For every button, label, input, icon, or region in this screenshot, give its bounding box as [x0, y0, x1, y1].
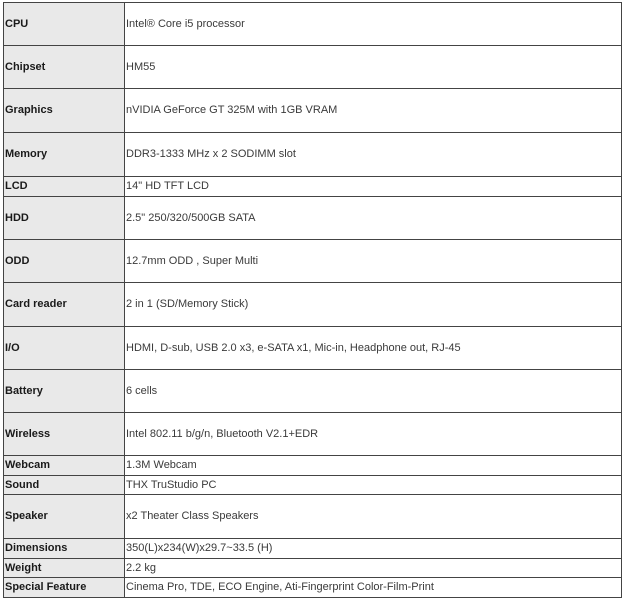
spec-value: HM55	[125, 46, 622, 89]
spec-label: Sound	[4, 476, 125, 495]
spec-value: DDR3-1333 MHz x 2 SODIMM slot	[125, 133, 622, 177]
spec-value: 6 cells	[125, 370, 622, 413]
spec-row-cpu	[4, 3, 622, 46]
spec-label: Webcam	[4, 456, 125, 476]
spec-row-webcam	[4, 456, 622, 476]
spec-label: LCD	[4, 177, 125, 197]
spec-row-memory	[4, 133, 622, 177]
spec-label: Graphics	[4, 89, 125, 133]
spec-table	[3, 2, 622, 598]
spec-label: Battery	[4, 370, 125, 413]
spec-value: 14" HD TFT LCD	[125, 177, 622, 197]
spec-row-io	[4, 327, 622, 370]
spec-row-card-reader	[4, 283, 622, 327]
spec-label: CPU	[4, 3, 125, 46]
spec-row-sound	[4, 476, 622, 495]
spec-value: Intel 802.11 b/g/n, Bluetooth V2.1+EDR	[125, 413, 622, 456]
spec-value: 350(L)x234(W)x29.7~33.5 (H)	[125, 539, 622, 559]
spec-label: Special Feature	[4, 578, 125, 598]
spec-label: ODD	[4, 240, 125, 283]
spec-value: 1.3M Webcam	[125, 456, 622, 476]
spec-value: 2.5" 250/320/500GB SATA	[125, 197, 622, 240]
spec-value: HDMI, D-sub, USB 2.0 x3, e-SATA x1, Mic-in, Headphone out, RJ-45	[125, 327, 622, 370]
spec-label: Dimensions	[4, 539, 125, 559]
spec-label: I/O	[4, 327, 125, 370]
spec-value: THX TruStudio PC	[125, 476, 622, 495]
spec-value: nVIDIA GeForce GT 325M with 1GB VRAM	[125, 89, 622, 133]
spec-label: HDD	[4, 197, 125, 240]
spec-label: Chipset	[4, 46, 125, 89]
spec-row-odd	[4, 240, 622, 283]
spec-row-hdd	[4, 197, 622, 240]
spec-row-speaker	[4, 495, 622, 539]
spec-label: Wireless	[4, 413, 125, 456]
spec-value: 2.2 kg	[125, 559, 622, 578]
spec-value: Cinema Pro, TDE, ECO Engine, Ati-Fingerprint Color-Film-Print	[125, 578, 622, 598]
spec-row-lcd	[4, 177, 622, 197]
spec-value: 2 in 1 (SD/Memory Stick)	[125, 283, 622, 327]
spec-label: Weight	[4, 559, 125, 578]
spec-row-weight	[4, 559, 622, 578]
spec-row-dimensions	[4, 539, 622, 559]
spec-label: Speaker	[4, 495, 125, 539]
spec-value: Intel® Core i5 processor	[125, 3, 622, 46]
spec-row-wireless	[4, 413, 622, 456]
spec-row-special-feature	[4, 578, 622, 598]
spec-row-chipset	[4, 46, 622, 89]
spec-value: 12.7mm ODD , Super Multi	[125, 240, 622, 283]
spec-row-graphics	[4, 89, 622, 133]
spec-row-battery	[4, 370, 622, 413]
spec-label: Memory	[4, 133, 125, 177]
spec-label: Card reader	[4, 283, 125, 327]
spec-value: x2 Theater Class Speakers	[125, 495, 622, 539]
